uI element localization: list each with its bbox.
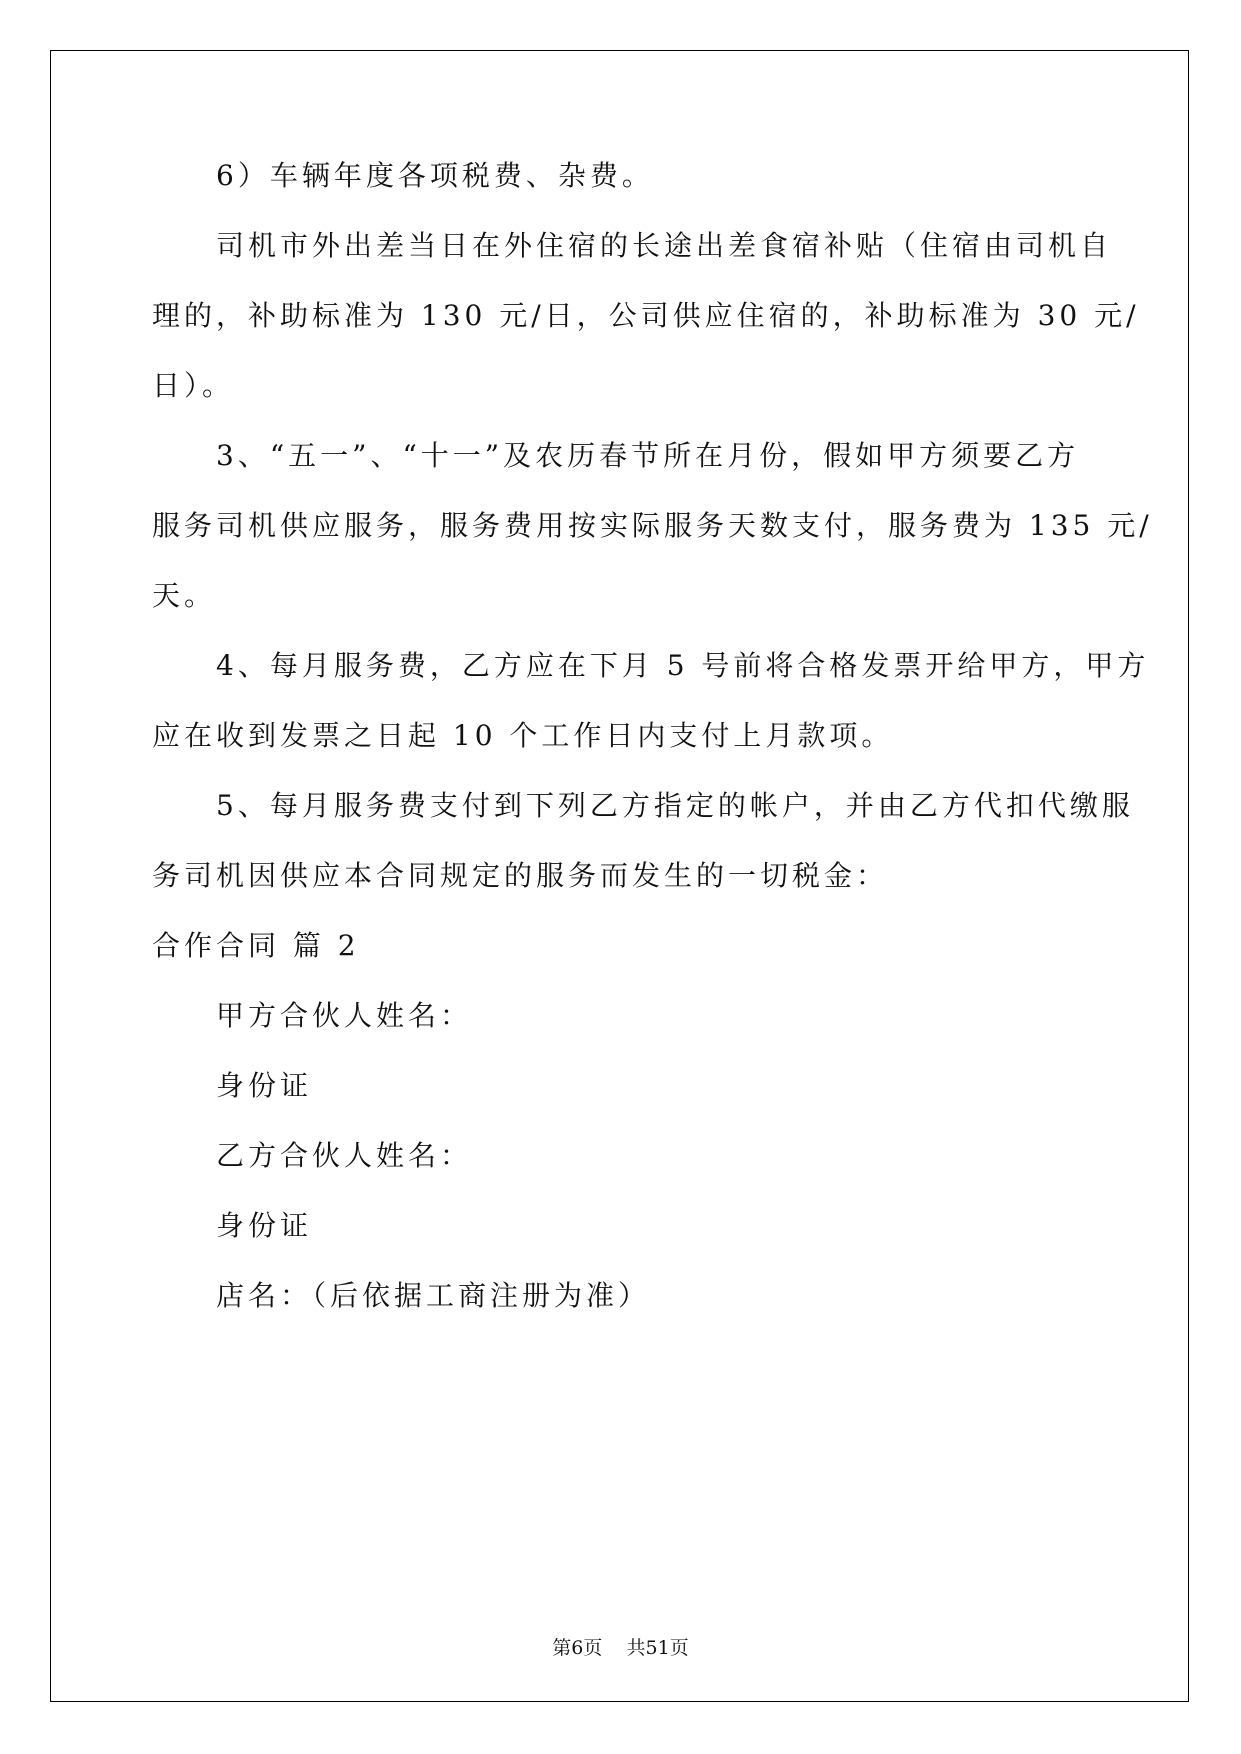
page-label-suffix: 页: [583, 1637, 603, 1659]
paragraph-line: 店名：（后依据工商注册为准）: [216, 1279, 651, 1312]
paragraph-line: 服务司机供应服务，服务费用按实际服务天数支付，服务费为 135 元/: [152, 509, 1153, 542]
paragraph-line: 乙方合伙人姓名：: [216, 1139, 473, 1172]
total-label-prefix: 共: [626, 1637, 646, 1659]
paragraph-line: 日）。: [152, 369, 235, 402]
paragraph-line: 务司机因供应本合同规定的服务而发生的一切税金：: [152, 859, 889, 892]
paragraph-line: 身份证: [216, 1069, 313, 1102]
paragraph-line: 身份证: [216, 1209, 313, 1242]
section-heading: 合作合同 篇 2: [152, 929, 360, 962]
total-pages: 51: [645, 1637, 670, 1659]
paragraph-line: 5、每月服务费支付到下列乙方指定的帐户，并由乙方代扣代缴服: [216, 789, 1134, 822]
total-label-suffix: 页: [669, 1637, 689, 1659]
paragraph-line: 天。: [152, 579, 217, 612]
current-page: 6: [571, 1637, 584, 1659]
paragraph-line: 司机市外出差当日在外住宿的长途出差食宿补贴（住宿由司机自: [216, 229, 1113, 262]
page-label-prefix: 第: [552, 1637, 572, 1659]
paragraph-line: 理的，补助标准为 130 元/日，公司供应住宿的，补助标准为 30 元/: [152, 299, 1140, 332]
paragraph-line: 6）车辆年度各项税费、杂费。: [216, 159, 654, 192]
paragraph-line: 3、“五一”、“十一”及农历春节所在月份，假如甲方须要乙方: [216, 439, 1080, 472]
page-footer: [0, 1636, 1241, 1660]
paragraph-line: 甲方合伙人姓名：: [216, 999, 473, 1032]
paragraph-line: 应在收到发票之日起 10 个工作日内支付上月款项。: [152, 719, 894, 752]
paragraph-line: 4、每月服务费，乙方应在下月 5 号前将合格发票开给甲方，甲方: [216, 649, 1150, 682]
